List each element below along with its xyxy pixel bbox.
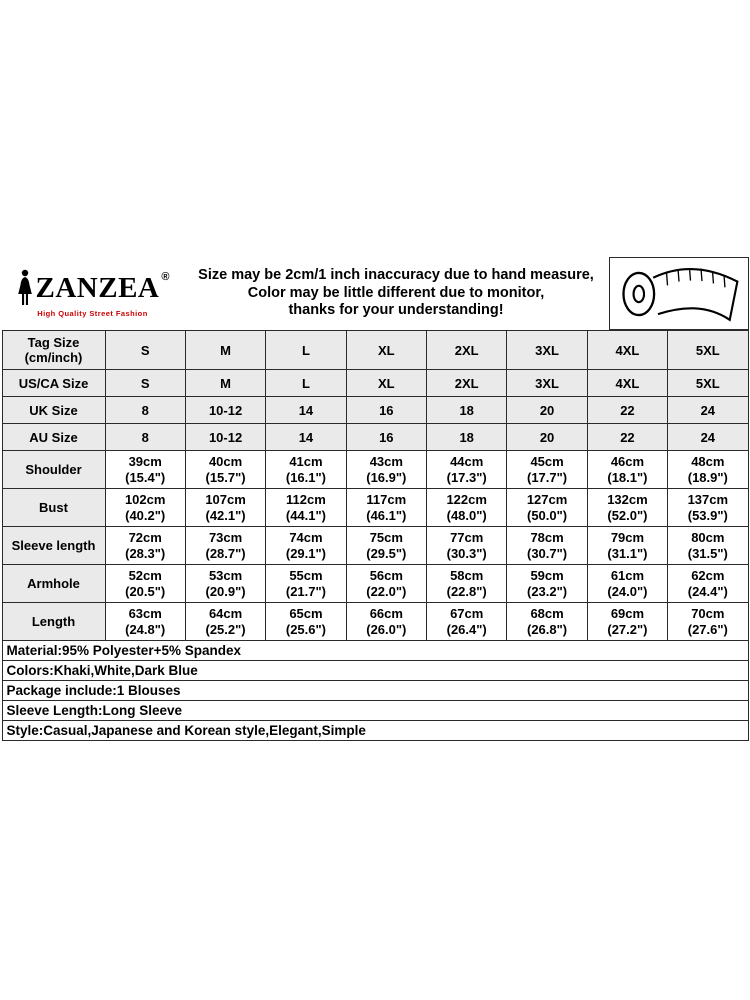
- size-row: [2, 424, 748, 451]
- size-value-cell: XL: [346, 331, 426, 370]
- measure-inch: (40.2"): [125, 507, 166, 523]
- size-value-cell: 14: [266, 397, 346, 424]
- size-value-cell: S: [105, 370, 185, 397]
- measure-cell: [427, 489, 507, 527]
- measure-cell: [427, 451, 507, 489]
- measure-cm: 41cm: [289, 453, 323, 469]
- size-value-cell: 5XL: [668, 331, 748, 370]
- size-value-cell: 20: [507, 397, 587, 424]
- measure-cell: [105, 565, 185, 603]
- measure-cm: 77cm: [450, 529, 484, 545]
- size-row: [2, 331, 748, 370]
- measure-inch: (24.4"): [687, 583, 728, 599]
- measure-cell: [346, 603, 426, 641]
- size-value-cell: 24: [668, 424, 748, 451]
- measure-inch: (20.5"): [125, 583, 166, 599]
- measure-cell: [668, 489, 748, 527]
- measure-cm: 137cm: [687, 491, 729, 507]
- size-value-cell: S: [105, 331, 185, 370]
- measure-cm: 73cm: [208, 529, 243, 545]
- measure-cm: 46cm: [610, 453, 645, 469]
- measure-cm: 72cm: [128, 529, 162, 545]
- measure-inch: (20.9"): [205, 583, 246, 599]
- size-value-cell: 24: [668, 397, 748, 424]
- measure-inch: (48.0"): [446, 507, 487, 523]
- size-table-body: [2, 331, 748, 641]
- measure-cell: [427, 603, 507, 641]
- measure-row: [2, 451, 748, 489]
- measure-cm: 79cm: [610, 529, 645, 545]
- size-value-cell: 16: [346, 397, 426, 424]
- measure-cm: 44cm: [450, 453, 484, 469]
- size-value-cell: M: [185, 331, 265, 370]
- measure-cm: 112cm: [286, 491, 326, 507]
- lady-silhouette-icon: [16, 269, 34, 307]
- size-value-cell: 2XL: [427, 370, 507, 397]
- measure-cm: 69cm: [610, 605, 645, 621]
- measure-cm: 40cm: [208, 453, 243, 469]
- measure-cm: 67cm: [450, 605, 484, 621]
- row-label: Tag Size (cm/inch): [2, 331, 105, 370]
- size-value-cell: 3XL: [507, 331, 587, 370]
- measure-cell: [587, 527, 667, 565]
- measure-row: [2, 527, 748, 565]
- size-value-cell: 4XL: [587, 331, 667, 370]
- measure-cell: [427, 527, 507, 565]
- measure-cm: 63cm: [128, 605, 162, 621]
- row-label: Armhole: [2, 565, 105, 603]
- measure-row: [2, 489, 748, 527]
- size-value-cell: 3XL: [507, 370, 587, 397]
- size-value-cell: L: [266, 370, 346, 397]
- measure-inch: (25.2"): [205, 621, 246, 637]
- disclaimer-line-2: Color may be little different due to monitor,: [247, 284, 545, 301]
- measure-inch: (23.2"): [527, 583, 568, 599]
- measure-cm: 59cm: [530, 567, 564, 583]
- measure-inch: (28.3"): [125, 545, 166, 561]
- measure-inch: (15.4"): [125, 469, 166, 485]
- measure-inch: (18.1"): [607, 469, 648, 485]
- measure-inch: (30.3"): [446, 545, 487, 561]
- measure-cell: [668, 527, 748, 565]
- measure-cell: [266, 527, 346, 565]
- measure-inch: (31.5"): [687, 545, 728, 561]
- brand-name: ZANZEA: [35, 271, 160, 304]
- measure-inch: (42.1"): [205, 507, 246, 523]
- measure-cell: [185, 451, 265, 489]
- measure-inch: (18.9"): [687, 469, 728, 485]
- measure-cm: 70cm: [691, 605, 725, 621]
- measure-inch: (22.8"): [446, 583, 487, 599]
- measure-cm: 122cm: [446, 491, 487, 507]
- measure-cell: [507, 527, 587, 565]
- size-value-cell: 5XL: [668, 370, 748, 397]
- measure-cell: [105, 603, 185, 641]
- measure-cell: [346, 489, 426, 527]
- measure-cm: 132cm: [607, 491, 648, 507]
- measure-cell: [587, 489, 667, 527]
- registered-mark: ®: [161, 271, 170, 283]
- measure-cell: [346, 527, 426, 565]
- measure-inch: (52.0"): [607, 507, 648, 523]
- measure-cell: [507, 603, 587, 641]
- size-value-cell: 4XL: [587, 370, 667, 397]
- measure-cell: [587, 603, 667, 641]
- size-table: [2, 330, 749, 641]
- measure-cell: [587, 565, 667, 603]
- size-value-cell: 18: [427, 424, 507, 451]
- measure-inch: (22.0"): [366, 583, 407, 599]
- size-row: [2, 370, 748, 397]
- measure-cell: [266, 565, 346, 603]
- measure-cm: 58cm: [450, 567, 484, 583]
- size-chart-sheet: [2, 0, 749, 741]
- row-label: AU Size: [2, 424, 105, 451]
- size-value-cell: 8: [105, 424, 185, 451]
- measure-inch: (26.0"): [366, 621, 407, 637]
- size-value-cell: 18: [427, 397, 507, 424]
- measure-cell: [185, 565, 265, 603]
- measure-cm: 127cm: [526, 491, 568, 507]
- size-value-cell: M: [185, 370, 265, 397]
- measure-inch: (26.8"): [527, 621, 568, 637]
- measure-inch: (30.7"): [527, 545, 568, 561]
- measure-cell: [507, 451, 587, 489]
- size-value-cell: 2XL: [427, 331, 507, 370]
- measure-cm: 107cm: [205, 491, 246, 507]
- measure-inch: (25.6"): [285, 621, 326, 637]
- measure-inch: (16.9"): [366, 469, 407, 485]
- size-value-cell: 20: [507, 424, 587, 451]
- measure-cm: 80cm: [691, 529, 725, 545]
- measure-inch: (26.4"): [446, 621, 487, 637]
- row-label: Sleeve length: [2, 527, 105, 565]
- measure-inch: (16.1"): [285, 469, 326, 485]
- size-value-cell: XL: [346, 370, 426, 397]
- size-value-cell: 10-12: [185, 424, 265, 451]
- size-row: [2, 397, 748, 424]
- measure-cm: 62cm: [691, 567, 725, 583]
- detail-line: Package include:1 Blouses: [3, 681, 748, 701]
- size-value-cell: 14: [266, 424, 346, 451]
- measure-cm: 43cm: [369, 453, 403, 469]
- measure-cm: 75cm: [369, 529, 403, 545]
- measure-cell: [346, 565, 426, 603]
- brand-wordmark: [16, 269, 170, 307]
- measure-inch: (28.7"): [205, 545, 246, 561]
- measure-cell: [507, 489, 587, 527]
- measure-inch: (21.7"): [285, 583, 326, 599]
- header: [2, 257, 749, 330]
- detail-line: Style:Casual,Japanese and Korean style,Elegant,Simple: [6, 722, 366, 738]
- product-details: [2, 641, 749, 741]
- measure-inch: (17.3"): [446, 469, 487, 485]
- size-value-cell: 8: [105, 397, 185, 424]
- brand-tagline: High Quality Street Fashion: [37, 309, 148, 318]
- measure-cell: [266, 489, 346, 527]
- measure-inch: (50.0"): [527, 507, 568, 523]
- row-label: US/CA Size: [2, 370, 105, 397]
- measure-cell: [507, 565, 587, 603]
- measuring-tape-icon: [609, 257, 749, 330]
- measure-inch: (27.2"): [607, 621, 648, 637]
- measure-cell: [587, 451, 667, 489]
- measure-cell: [668, 565, 748, 603]
- measure-cell: [185, 489, 265, 527]
- row-label: Bust: [2, 489, 105, 527]
- measure-inch: (24.0"): [607, 583, 648, 599]
- detail-line: Colors:Khaki,White,Dark Blue: [3, 661, 748, 681]
- measure-cm: 52cm: [128, 567, 162, 583]
- measure-cm: 68cm: [530, 605, 564, 621]
- measure-cm: 66cm: [369, 605, 403, 621]
- measure-inch: (53.9"): [687, 507, 728, 523]
- measure-cell: [266, 603, 346, 641]
- measure-cell: [185, 527, 265, 565]
- measure-cm: 74cm: [289, 529, 323, 545]
- measure-cell: [668, 451, 748, 489]
- measure-inch: (46.1"): [366, 507, 407, 523]
- measure-inch: (17.7"): [527, 469, 568, 485]
- detail-line: Material:95% Polyester+5% Spandex: [3, 641, 748, 661]
- measure-cm: 65cm: [289, 605, 323, 621]
- size-value-cell: 10-12: [185, 397, 265, 424]
- disclaimer-line-1: Size may be 2cm/1 inch inaccuracy due to hand measure,: [198, 267, 594, 284]
- detail-line: Sleeve Length:Long Sleeve: [3, 701, 748, 721]
- measure-cm: 56cm: [369, 567, 403, 583]
- measure-cell: [668, 603, 748, 641]
- measure-inch: (29.5"): [366, 545, 407, 561]
- disclaimer-line-3: thanks for your understanding!: [288, 302, 504, 319]
- size-value-cell: 16: [346, 424, 426, 451]
- size-value-cell: 22: [587, 424, 667, 451]
- measure-cm: 53cm: [208, 567, 243, 583]
- measure-cm: 117cm: [366, 491, 407, 507]
- measure-inch: (31.1"): [607, 545, 648, 561]
- measure-cell: [105, 451, 185, 489]
- row-label: UK Size: [2, 397, 105, 424]
- size-value-cell: L: [266, 331, 346, 370]
- row-label: Length: [2, 603, 105, 641]
- size-value-cell: 22: [587, 397, 667, 424]
- measure-cell: [105, 489, 185, 527]
- measure-row: [2, 603, 748, 641]
- measure-inch: (27.6"): [687, 621, 728, 637]
- measure-cell: [266, 451, 346, 489]
- brand-logo: [2, 257, 184, 330]
- measure-cell: [105, 527, 185, 565]
- measure-inch: (15.7"): [205, 469, 246, 485]
- measure-cm: 61cm: [610, 567, 645, 583]
- measure-cell: [427, 565, 507, 603]
- measure-cm: 48cm: [691, 453, 725, 469]
- measure-cell: [346, 451, 426, 489]
- measure-cm: 39cm: [128, 453, 162, 469]
- measure-cm: 78cm: [530, 529, 564, 545]
- measure-cell: [185, 603, 265, 641]
- measure-cm: 45cm: [530, 453, 564, 469]
- row-label: Shoulder: [2, 451, 105, 489]
- measure-cm: 102cm: [124, 491, 166, 507]
- measure-inch: (29.1"): [285, 545, 326, 561]
- measure-cm: 64cm: [208, 605, 243, 621]
- measure-cm: 55cm: [289, 567, 323, 583]
- measure-row: [2, 565, 748, 603]
- measure-inch: (24.8"): [125, 621, 166, 637]
- disclaimer-text: [184, 257, 609, 330]
- measure-inch: (44.1"): [285, 507, 326, 523]
